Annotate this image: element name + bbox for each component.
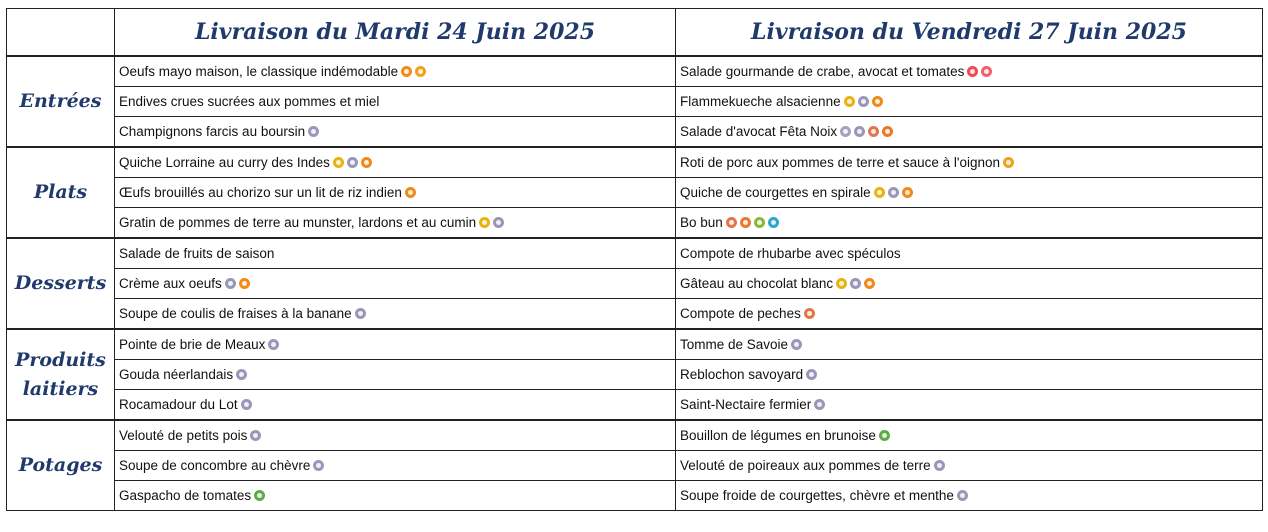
gluten-icon [333,157,344,168]
egg-icon [872,96,883,107]
gluten-icon [844,96,855,107]
milk-icon [308,126,319,137]
milk-icon [347,157,358,168]
day1-dish-cell [115,390,676,421]
egg-icon [361,157,372,168]
milk-icon [250,430,261,441]
dish-name: Champignons farcis au boursin [119,124,306,139]
day2-dish-cell [676,178,1263,208]
day1-title: Livraison du Mardi 24 Juin 2025 [115,9,676,57]
menu-row [7,238,1263,269]
egg-icon [401,66,412,77]
category-label: Entrées [7,56,115,147]
milk-icon [957,490,968,501]
nut-icon [726,217,737,228]
shellfish-icon [981,66,992,77]
dish-name: Oeufs mayo maison, le classique indémodable [119,64,399,79]
peanut-icon [768,217,779,228]
dish-name: Compote de peches [680,306,801,321]
menu-row [7,481,1263,511]
day1-dish-cell [115,269,676,299]
menu-row [7,117,1263,148]
menu-row [7,299,1263,330]
milk-icon [241,399,252,410]
celery-icon [740,217,751,228]
menu-row [7,329,1263,360]
menu-table [6,8,1263,511]
vegan-icon [879,430,890,441]
milk-icon [806,369,817,380]
day2-dish-cell [676,451,1263,481]
nut-icon [804,308,815,319]
menu-row [7,178,1263,208]
menu-row [7,420,1263,451]
day1-dish-cell [115,178,676,208]
gluten-icon [479,217,490,228]
milk-icon [313,460,324,471]
day2-dish-cell [676,87,1263,117]
milk-icon [850,278,861,289]
dish-name: Velouté de petits pois [119,428,248,443]
milk-icon [493,217,504,228]
menu-row [7,451,1263,481]
dish-name: Soupe de coulis de fraises à la banane [119,306,352,321]
menu-row [7,360,1263,390]
category-label: Desserts [7,238,115,329]
menu-row [7,147,1263,178]
day2-dish-cell [676,117,1263,148]
day2-dish-cell [676,269,1263,299]
egg-icon [405,187,416,198]
day1-dish-cell [115,238,676,269]
category-label: Produits laitiers [7,329,115,420]
dish-name: Rocamadour du Lot [119,397,238,412]
header-row [7,9,1263,57]
soy-icon [754,217,765,228]
dish-name: Pointe de brie de Meaux [119,337,266,352]
allergen-icon [1003,157,1014,168]
dish-name: Bo bun [680,215,723,230]
egg-icon [239,278,250,289]
day1-dish-cell [115,117,676,148]
dish-name: Reblochon savoyard [680,367,804,382]
vegan-icon [254,490,265,501]
day2-dish-cell [676,420,1263,451]
egg-icon [902,187,913,198]
dish-name: Roti de porc aux pommes de terre et sauce à l'oignon [680,155,1001,170]
day2-dish-cell [676,390,1263,421]
day2-dish-cell [676,208,1263,239]
category-label: Potages [7,420,115,511]
day1-dish-cell [115,56,676,87]
dish-name: Gâteau au chocolat blanc [680,276,834,291]
gluten-icon [874,187,885,198]
day2-dish-cell [676,299,1263,330]
menu-row [7,87,1263,117]
day1-dish-cell [115,147,676,178]
corner-cell [7,9,115,57]
dish-name: Œufs brouillés au chorizo sur un lit de riz indien [119,185,402,200]
dish-name: Quiche de courgettes en spirale [680,185,871,200]
day1-dish-cell [115,481,676,511]
category-label: Plats [7,147,115,238]
dish-name: Velouté de poireaux aux pommes de terre [680,458,931,473]
dish-name: Gouda néerlandais [119,367,234,382]
milk-icon [236,369,247,380]
day2-title: Livraison du Vendredi 27 Juin 2025 [676,9,1263,57]
dish-name: Gratin de pommes de terre au munster, lardons et au cumin [119,215,477,230]
dish-name: Gaspacho de tomates [119,488,252,503]
milk-icon [854,126,865,137]
day2-dish-cell [676,329,1263,360]
dish-name: Salade de fruits de saison [119,246,275,261]
day1-dish-cell [115,329,676,360]
day2-dish-cell [676,360,1263,390]
day2-dish-cell [676,238,1263,269]
milk-icon [888,187,899,198]
sesame-icon [840,126,851,137]
day1-dish-cell [115,87,676,117]
gluten-icon [836,278,847,289]
celery-icon [882,126,893,137]
milk-icon [814,399,825,410]
dish-name: Quiche Lorraine au curry des Indes [119,155,330,170]
milk-icon [934,460,945,471]
day1-dish-cell [115,451,676,481]
allergen-icon [415,66,426,77]
dish-name: Flammekueche alsacienne [680,94,841,109]
menu-row [7,269,1263,299]
menu-row [7,390,1263,421]
milk-icon [858,96,869,107]
day2-dish-cell [676,56,1263,87]
nut-icon [868,126,879,137]
milk-icon [225,278,236,289]
dish-name: Salade gourmande de crabe, avocat et tomates [680,64,965,79]
dish-name: Endives crues sucrées aux pommes et miel [119,94,380,109]
day2-dish-cell [676,481,1263,511]
day1-dish-cell [115,420,676,451]
day1-dish-cell [115,299,676,330]
milk-icon [791,339,802,350]
dish-name: Soupe de concombre au chèvre [119,458,311,473]
dish-name: Compote de rhubarbe avec spéculos [680,246,901,261]
day1-dish-cell [115,360,676,390]
menu-row [7,56,1263,87]
day1-dish-cell [115,208,676,239]
menu-body [7,56,1263,511]
dish-name: Salade d'avocat Fêta Noix [680,124,838,139]
dish-name: Saint-Nectaire fermier [680,397,812,412]
milk-icon [355,308,366,319]
day2-dish-cell [676,147,1263,178]
dish-name: Crème aux oeufs [119,276,222,291]
egg-icon [864,278,875,289]
fish-icon [967,66,978,77]
dish-name: Soupe froide de courgettes, chèvre et menthe [680,488,954,503]
menu-row [7,208,1263,239]
milk-icon [268,339,279,350]
dish-name: Bouillon de légumes en brunoise [680,428,876,443]
dish-name: Tomme de Savoie [680,337,789,352]
